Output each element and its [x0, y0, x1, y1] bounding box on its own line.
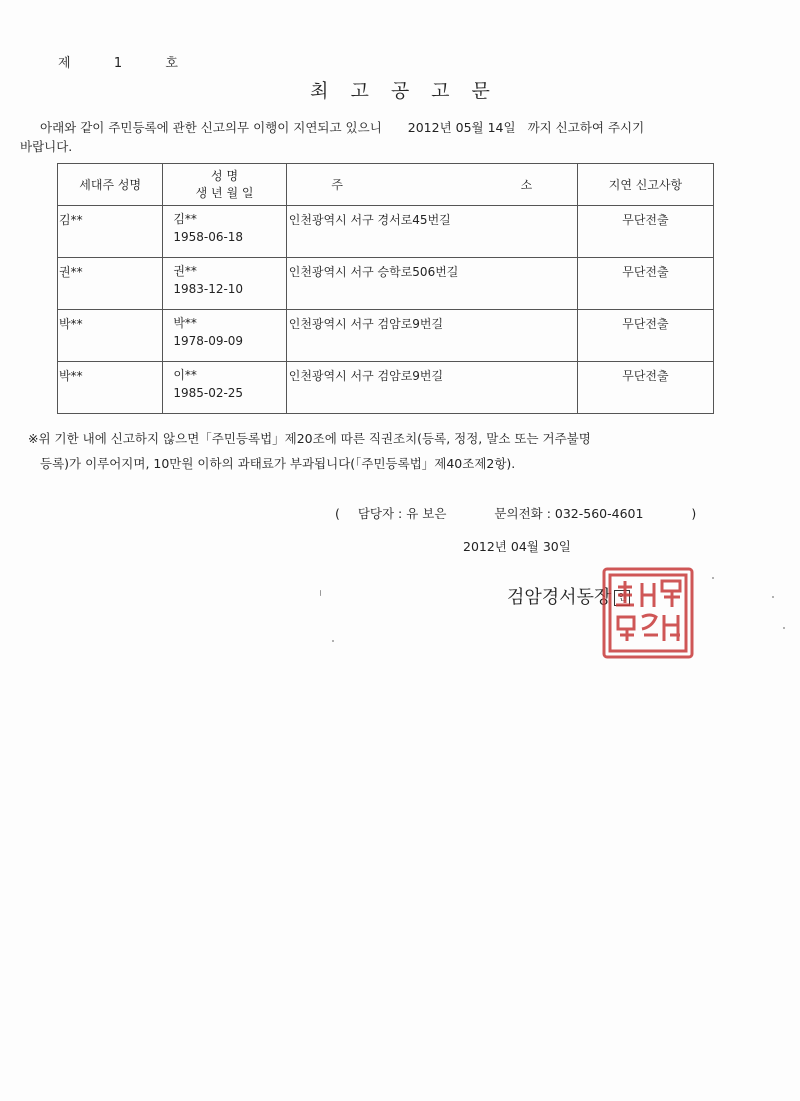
scan-speck	[783, 627, 785, 629]
contact-close-paren: )	[691, 506, 697, 521]
row-status: 무단전출	[577, 206, 713, 258]
table-row	[58, 310, 714, 362]
seal-graphic	[600, 565, 696, 661]
row-name: 김**	[173, 212, 197, 226]
header-name-birth	[163, 164, 286, 206]
header-status: 지연 신고사항	[577, 164, 713, 206]
row-name-birth	[163, 206, 286, 258]
notice-table	[57, 163, 714, 414]
table-row	[58, 258, 714, 310]
notice-line-2: 등록)가 이루어지며, 10만원 이하의 과태료가 부과됩니다(「주민등록법」제40조제2항).	[40, 456, 516, 471]
header-name: 성 명	[211, 168, 239, 183]
header-address	[286, 164, 577, 206]
table-header-row	[58, 164, 714, 206]
contact-phone: 문의전화 : 032-560-4601	[494, 506, 644, 521]
row-address: 인천광역시 서구 승학로506번길	[286, 258, 577, 310]
scan-speck	[712, 577, 714, 579]
scan-speck	[772, 596, 774, 598]
row-name: 박**	[173, 316, 197, 330]
intro-line-2: 바랍니다.	[20, 139, 73, 154]
row-householder: 김**	[58, 206, 163, 258]
contact-open-paren: (	[335, 506, 340, 521]
row-birth: 1985-02-25	[173, 386, 244, 400]
doc-number-suffix: 호	[165, 56, 179, 71]
official-seal	[600, 565, 696, 661]
row-householder: 박**	[58, 310, 163, 362]
header-birth: 생 년 월 일	[195, 185, 254, 200]
row-name-birth	[163, 362, 286, 414]
row-address: 인천광역시 서구 검암로9번길	[286, 310, 577, 362]
deadline-date: 2012년 05월 14일	[407, 120, 516, 135]
scan-speck	[332, 640, 334, 642]
issue-date: 2012년 04월 30일	[463, 539, 571, 554]
row-status: 무단전출	[577, 258, 713, 310]
row-name-birth	[163, 310, 286, 362]
doc-number-prefix: 제	[58, 56, 72, 71]
header-householder: 세대주 성명	[58, 164, 163, 206]
header-address-b: 소	[520, 178, 533, 192]
intro-text-b: 까지 신고하여 주시기	[527, 120, 645, 135]
doc-number-value: 1	[113, 56, 124, 71]
row-status: 무단전출	[577, 362, 713, 414]
table-row	[58, 206, 714, 258]
table-row	[58, 362, 714, 414]
row-name: 권**	[173, 264, 197, 278]
office-name: 검암경서동장	[507, 587, 612, 608]
row-householder: 박**	[58, 362, 163, 414]
row-status: 무단전출	[577, 310, 713, 362]
intro-line-1	[40, 118, 644, 136]
intro-text-a: 아래와 같이 주민등록에 관한 신고의무 이행이 지연되고 있으니	[40, 120, 382, 135]
scan-speck	[320, 590, 321, 596]
document-number	[58, 52, 179, 71]
seal-mark-box: 인	[614, 590, 630, 606]
row-name: 이**	[173, 368, 197, 382]
row-householder: 권**	[58, 258, 163, 310]
notice-line-1: ※위 기한 내에 신고하지 않으면「주민등록법」제20조에 따른 직권조치(등록, 정정, 말소 또는 거주불명	[28, 431, 591, 446]
row-address: 인천광역시 서구 검암로9번길	[286, 362, 577, 414]
contact-info	[335, 504, 696, 522]
header-address-a: 주	[331, 178, 343, 192]
row-address: 인천광역시 서구 경서로45번길	[286, 206, 577, 258]
row-birth: 1978-09-09	[173, 334, 244, 348]
row-birth: 1958-06-18	[173, 230, 244, 244]
contact-person: 담당자 : 유 보은	[357, 506, 447, 521]
row-birth: 1983-12-10	[173, 282, 244, 296]
document-title: 최고공고문	[310, 80, 512, 102]
row-name-birth	[163, 258, 286, 310]
